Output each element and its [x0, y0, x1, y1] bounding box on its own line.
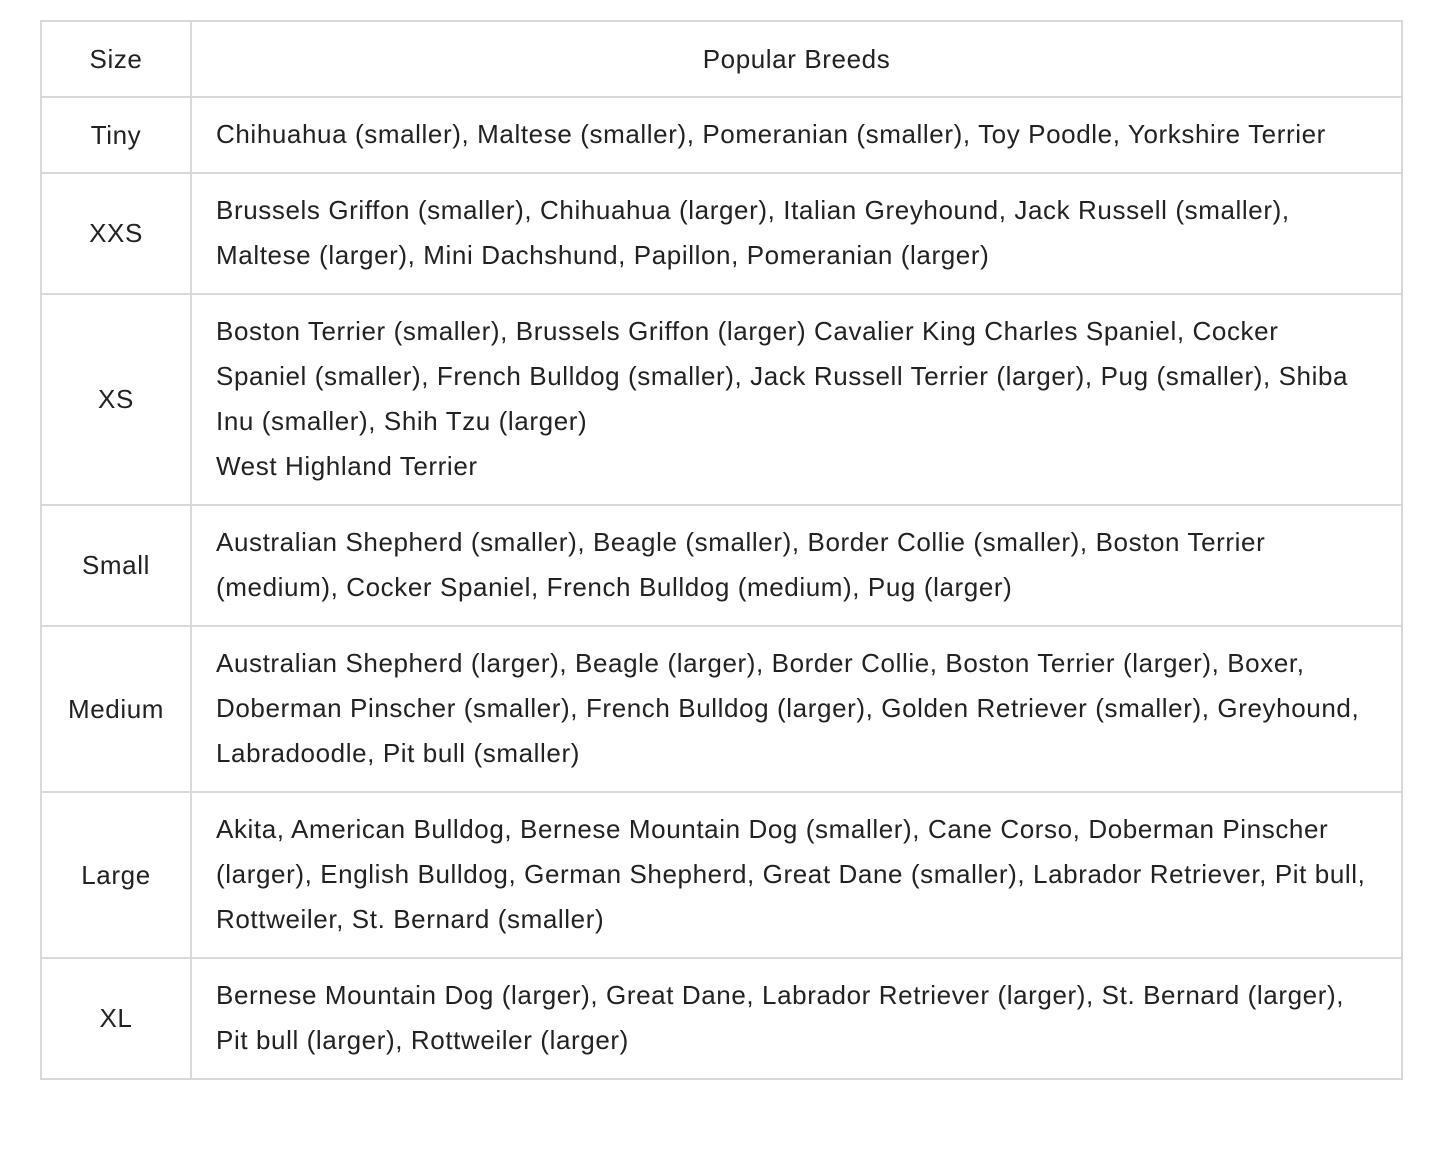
breeds-text: Australian Shepherd (smaller), Beagle (smaller), Border Collie (smaller), Boston Terrier (medium), Cocker Spaniel, French Bulldog (medium), Pug (larger) [216, 527, 1266, 602]
breeds-text: Australian Shepherd (larger), Beagle (larger), Border Collie, Boston Terrier (larger), Boxer, Doberman Pinscher (smaller), French Bulldog (larger), Golden Retriever (smaller), Greyhound, Labradoodle, Pit bull (smaller) [216, 648, 1360, 768]
size-column-header: Size [41, 21, 191, 97]
size-cell: XL [41, 958, 191, 1079]
breeds-text: West Highland Terrier [216, 451, 478, 481]
table-row [41, 97, 1402, 173]
table-row [41, 792, 1402, 958]
size-cell: XXS [41, 173, 191, 294]
table-row [41, 173, 1402, 294]
breeds-text: Chihuahua (smaller), Maltese (smaller), Pomeranian (smaller), Toy Poodle, Yorkshire Terrier [216, 119, 1326, 149]
breeds-cell [191, 294, 1402, 505]
size-cell: XS [41, 294, 191, 505]
size-cell: Medium [41, 626, 191, 792]
breeds-text: Bernese Mountain Dog (larger), Great Dane, Labrador Retriever (larger), St. Bernard (larger), Pit bull (larger), Rottweiler (larger) [216, 980, 1345, 1055]
table-row [41, 505, 1402, 626]
size-cell: Large [41, 792, 191, 958]
table-row [41, 626, 1402, 792]
breeds-cell [191, 958, 1402, 1079]
breeds-text: Boston Terrier (smaller), Brussels Griffon (larger) Cavalier King Charles Spaniel, Cocker Spaniel (smaller), French Bulldog (smaller), Jack Russell Terrier (larger), Pug (smaller), Shiba Inu (smaller), Shih Tzu (larger) [216, 316, 1349, 436]
breeds-cell [191, 505, 1402, 626]
size-cell: Small [41, 505, 191, 626]
breeds-cell [191, 792, 1402, 958]
breeds-cell [191, 173, 1402, 294]
breeds-text: Akita, American Bulldog, Bernese Mountain Dog (smaller), Cane Corso, Doberman Pinscher (larger), English Bulldog, German Shepherd, Great Dane (smaller), Labrador Retriever, Pit bull, Rottweiler, St. Bernard (smaller) [216, 814, 1366, 934]
breed-size-table [40, 20, 1403, 1080]
breeds-column-header: Popular Breeds [191, 21, 1402, 97]
table-header-row [41, 21, 1402, 97]
table-body [41, 97, 1402, 1079]
table-row [41, 294, 1402, 505]
size-cell: Tiny [41, 97, 191, 173]
breeds-cell [191, 97, 1402, 173]
table-row [41, 958, 1402, 1079]
breeds-cell [191, 626, 1402, 792]
breeds-text: Brussels Griffon (smaller), Chihuahua (larger), Italian Greyhound, Jack Russell (smaller), Maltese (larger), Mini Dachshund, Papillon, Pomeranian (larger) [216, 195, 1290, 270]
